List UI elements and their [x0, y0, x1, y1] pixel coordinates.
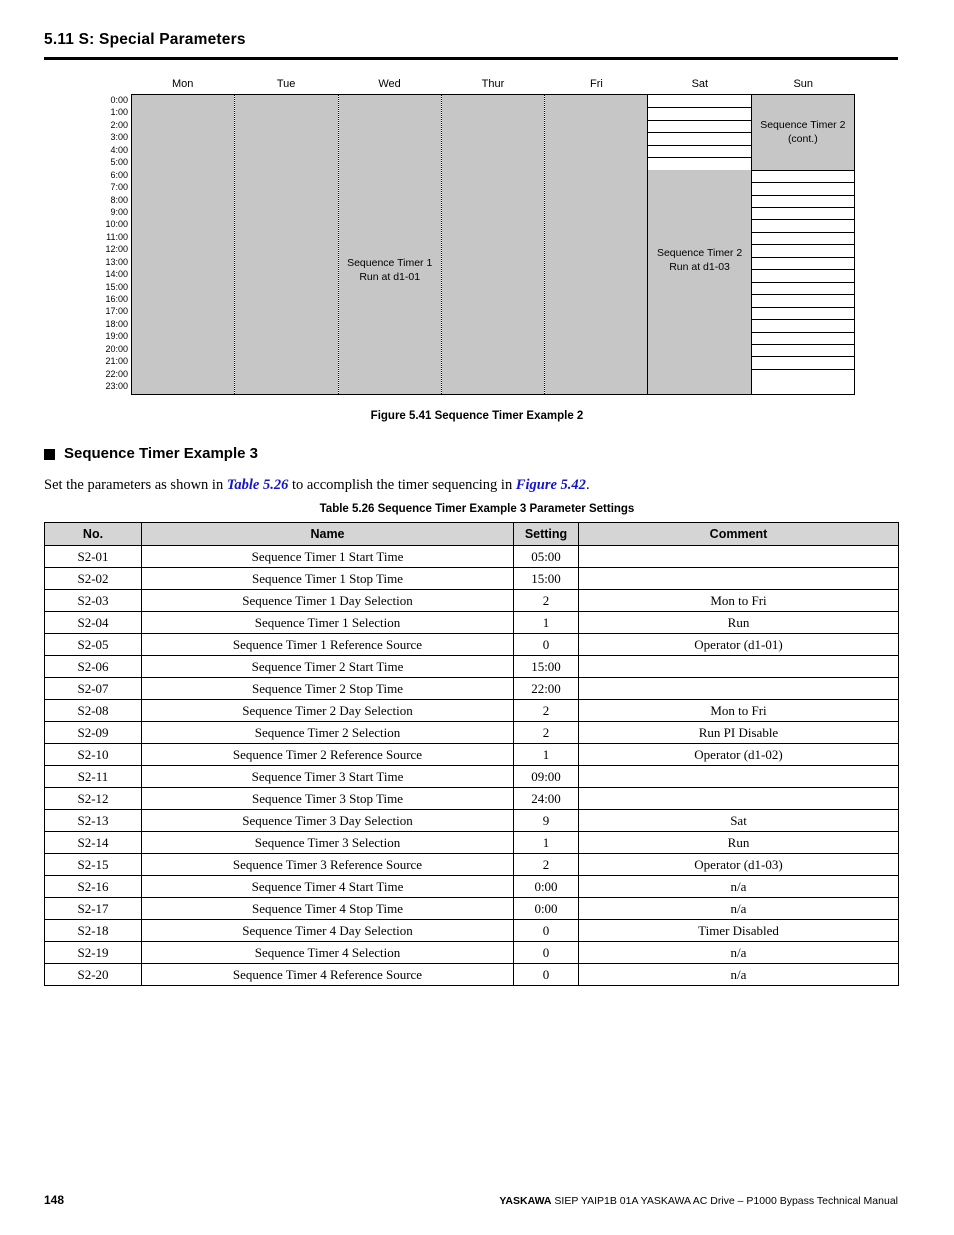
time-tick-22: 22:00 — [105, 368, 128, 379]
cell-no: S2-02 — [45, 568, 142, 590]
timer-block-thur-active — [442, 95, 544, 394]
table-row — [45, 788, 899, 810]
figure-caption: Figure 5.41 Sequence Timer Example 2 — [370, 410, 584, 422]
table-row — [45, 898, 899, 920]
cell-comment: Run — [579, 832, 899, 854]
subsection-paragraph — [44, 475, 904, 495]
sequence-timer-figure — [95, 74, 855, 395]
column-header-comment: Comment — [579, 523, 899, 546]
timer1-annotation-line2: Run at d1-01 — [359, 271, 421, 283]
figure-day-header-row — [95, 74, 855, 94]
cell-comment: Timer Disabled — [579, 920, 899, 942]
cell-setting: 1 — [514, 832, 579, 854]
time-tick-1: 1:00 — [110, 107, 128, 118]
timer-block-fri-active — [545, 95, 647, 394]
cell-comment — [579, 546, 899, 568]
parameter-settings-table — [44, 522, 899, 986]
time-tick-9: 9:00 — [110, 206, 128, 217]
table-row — [45, 722, 899, 744]
cell-no: S2-07 — [45, 678, 142, 700]
cell-no: S2-10 — [45, 744, 142, 766]
cell-comment — [579, 788, 899, 810]
day-header-mon: Mon — [172, 78, 194, 90]
timer-block-wed-active — [339, 95, 441, 394]
hour-rule — [752, 269, 854, 270]
table-row — [45, 634, 899, 656]
cell-comment: n/a — [579, 942, 899, 964]
paragraph-text-pre: Set the parameters as shown in — [44, 477, 227, 493]
hour-rule — [648, 132, 750, 133]
cell-no: S2-14 — [45, 832, 142, 854]
hour-rule — [648, 107, 750, 108]
table-row — [45, 612, 899, 634]
cell-comment: Mon to Fri — [579, 590, 899, 612]
figure-column-thur — [441, 95, 544, 394]
table-row — [45, 964, 899, 986]
time-tick-15: 15:00 — [105, 281, 128, 292]
footer-brand: YASKAWA — [499, 1195, 552, 1207]
paragraph-text-mid: to accomplish the timer sequencing in — [288, 477, 516, 493]
timer2-cont-annotation — [752, 118, 854, 146]
table-row — [45, 854, 899, 876]
time-tick-2: 2:00 — [110, 119, 128, 130]
column-header-setting: Setting — [514, 523, 579, 546]
table-row — [45, 678, 899, 700]
time-tick-18: 18:00 — [105, 318, 128, 329]
cell-name: Sequence Timer 3 Reference Source — [142, 854, 514, 876]
cell-setting: 2 — [514, 722, 579, 744]
cell-name: Sequence Timer 2 Selection — [142, 722, 514, 744]
figure-column-fri — [544, 95, 647, 394]
cell-name: Sequence Timer 4 Start Time — [142, 876, 514, 898]
cell-name: Sequence Timer 2 Day Selection — [142, 700, 514, 722]
cell-comment — [579, 766, 899, 788]
cell-name: Sequence Timer 1 Stop Time — [142, 568, 514, 590]
time-tick-23: 23:00 — [105, 381, 128, 392]
hour-rule — [752, 344, 854, 345]
time-tick-11: 11:00 — [106, 231, 128, 242]
cell-no: S2-15 — [45, 854, 142, 876]
time-tick-7: 7:00 — [110, 182, 128, 193]
table-row — [45, 744, 899, 766]
timer1-annotation-line1: Sequence Timer 1 — [347, 257, 433, 269]
hour-rule — [752, 369, 854, 370]
cell-comment: Operator (d1-01) — [579, 634, 899, 656]
timer-block-tue-active — [235, 95, 337, 394]
hour-rule — [752, 195, 854, 196]
cell-name: Sequence Timer 3 Selection — [142, 832, 514, 854]
time-tick-21: 21:00 — [105, 356, 128, 367]
hour-rule — [752, 207, 854, 208]
cell-name: Sequence Timer 3 Day Selection — [142, 810, 514, 832]
timer2-cont-annotation-line1: Sequence Timer 2 — [760, 119, 846, 131]
timer2-annotation — [648, 246, 750, 274]
cell-comment: Mon to Fri — [579, 700, 899, 722]
cell-no: S2-17 — [45, 898, 142, 920]
cell-no: S2-19 — [45, 942, 142, 964]
table-row — [45, 876, 899, 898]
section-rule-divider — [44, 57, 898, 60]
table-row — [45, 832, 899, 854]
cell-setting: 05:00 — [514, 546, 579, 568]
cell-name: Sequence Timer 3 Stop Time — [142, 788, 514, 810]
cross-reference-table-5-26[interactable]: Table 5.26 — [226, 477, 289, 493]
column-header-no: No. — [45, 523, 142, 546]
cell-no: S2-13 — [45, 810, 142, 832]
table-row — [45, 810, 899, 832]
paragraph-text-post: . — [585, 477, 590, 493]
column-header-name: Name — [142, 523, 514, 546]
hour-rule — [648, 157, 750, 158]
table-row — [45, 920, 899, 942]
cell-setting: 0:00 — [514, 898, 579, 920]
cell-setting: 0 — [514, 920, 579, 942]
day-header-fri: Fri — [589, 78, 603, 90]
cell-comment: Run PI Disable — [579, 722, 899, 744]
cell-name: Sequence Timer 4 Reference Source — [142, 964, 514, 986]
time-tick-8: 8:00 — [110, 194, 128, 205]
time-tick-10: 10:00 — [105, 219, 128, 230]
cell-no: S2-05 — [45, 634, 142, 656]
cell-no: S2-20 — [45, 964, 142, 986]
figure-grid-wrapper — [95, 94, 855, 395]
table-row — [45, 766, 899, 788]
cell-setting: 0:00 — [514, 876, 579, 898]
table-row — [45, 656, 899, 678]
footer-manual-title: SIEP YAIP1B 01A YASKAWA AC Drive – P1000 Bypass Technical Manual — [551, 1195, 898, 1207]
table-row — [45, 942, 899, 964]
figure-axis-spacer — [95, 74, 131, 94]
cell-comment: n/a — [579, 876, 899, 898]
table-row — [45, 546, 899, 568]
hour-rule — [752, 232, 854, 233]
cell-name: Sequence Timer 1 Reference Source — [142, 634, 514, 656]
cell-comment: n/a — [579, 898, 899, 920]
day-header-sun: Sun — [793, 78, 814, 90]
time-tick-16: 16:00 — [105, 294, 128, 304]
timer2-annotation-line2: Run at d1-03 — [669, 260, 730, 273]
cell-no: S2-04 — [45, 612, 142, 634]
day-header-wed: Wed — [378, 78, 401, 90]
cell-no: S2-11 — [45, 766, 142, 788]
cell-no: S2-06 — [45, 656, 142, 678]
hour-rule — [752, 356, 854, 357]
timer-block-sun-active — [752, 95, 854, 170]
cell-no: S2-08 — [45, 700, 142, 722]
cell-name: Sequence Timer 2 Reference Source — [142, 744, 514, 766]
hour-rule — [752, 319, 854, 320]
cell-setting: 2 — [514, 590, 579, 612]
time-tick-4: 4:00 — [110, 144, 128, 155]
cell-name: Sequence Timer 4 Day Selection — [142, 920, 514, 942]
time-tick-6: 6:00 — [110, 169, 128, 180]
cell-comment: Operator (d1-03) — [579, 854, 899, 876]
time-tick-17: 17:00 — [105, 306, 128, 317]
cell-name: Sequence Timer 2 Start Time — [142, 656, 514, 678]
day-header-thur: Thur — [481, 78, 505, 90]
timer-block-mon-active — [132, 95, 234, 394]
hour-rule — [752, 332, 854, 333]
timer2-cont-annotation-line2: (cont.) — [787, 133, 818, 145]
figure-time-axis — [95, 94, 131, 395]
subsection-heading-text: Sequence Timer Example 3 — [64, 445, 258, 462]
timer-block-sun-inactive — [752, 170, 854, 394]
hour-rule — [752, 244, 854, 245]
cell-no: S2-12 — [45, 788, 142, 810]
cell-comment — [579, 568, 899, 590]
hour-rule — [752, 307, 854, 308]
table-header-row — [45, 523, 899, 546]
cell-name: Sequence Timer 3 Start Time — [142, 766, 514, 788]
cell-setting: 09:00 — [514, 766, 579, 788]
table-row — [45, 568, 899, 590]
cell-no: S2-01 — [45, 546, 142, 568]
cell-setting: 0 — [514, 942, 579, 964]
cell-comment: Sat — [579, 810, 899, 832]
cell-setting: 22:00 — [514, 678, 579, 700]
cell-setting: 0 — [514, 964, 579, 986]
hour-rule — [752, 294, 854, 295]
figure-grid-body — [131, 94, 855, 395]
cell-comment: n/a — [579, 964, 899, 986]
hour-rule — [752, 257, 854, 258]
cell-no: S2-03 — [45, 590, 142, 612]
timer-block-sat-inactive — [648, 95, 750, 170]
cell-setting: 1 — [514, 744, 579, 766]
cell-no: S2-18 — [45, 920, 142, 942]
cell-comment: Operator (d1-02) — [579, 744, 899, 766]
cell-setting: 15:00 — [514, 568, 579, 590]
cell-no: S2-16 — [45, 876, 142, 898]
cell-comment — [579, 678, 899, 700]
figure-column-tue — [234, 95, 337, 394]
cell-setting: 15:00 — [514, 656, 579, 678]
cell-name: Sequence Timer 1 Start Time — [142, 546, 514, 568]
hour-rule — [648, 145, 750, 146]
cell-name: Sequence Timer 1 Day Selection — [142, 590, 514, 612]
time-tick-13: 13:00 — [105, 256, 128, 267]
bullet-square-icon — [44, 449, 55, 460]
timer-block-sat-active — [648, 170, 750, 394]
figure-column-sun — [751, 95, 854, 394]
time-tick-3: 3:00 — [110, 132, 128, 143]
hour-rule — [752, 282, 854, 283]
hour-rule — [752, 170, 854, 171]
figure-column-sat — [647, 95, 750, 394]
cell-setting: 0 — [514, 634, 579, 656]
figure-column-mon — [132, 95, 234, 394]
cell-setting: 1 — [514, 612, 579, 634]
hour-rule — [648, 120, 750, 121]
cross-reference-figure-5-42[interactable]: Figure 5.42 — [515, 477, 586, 493]
cell-name: Sequence Timer 1 Selection — [142, 612, 514, 634]
timer2-annotation-line1: Sequence Timer 2 — [656, 246, 743, 259]
time-tick-5: 5:00 — [110, 157, 128, 168]
time-tick-12: 12:00 — [105, 244, 128, 255]
cell-setting: 24:00 — [514, 788, 579, 810]
table-row — [45, 700, 899, 722]
cell-setting: 9 — [514, 810, 579, 832]
day-header-sat: Sat — [691, 78, 709, 90]
page-title: 5.11 S: Special Parameters — [44, 31, 246, 48]
cell-comment — [579, 656, 899, 678]
cell-name: Sequence Timer 4 Selection — [142, 942, 514, 964]
time-tick-14: 14:00 — [105, 269, 128, 280]
cell-comment: Run — [579, 612, 899, 634]
table-caption: Table 5.26 Sequence Timer Example 3 Parameter Settings — [319, 503, 635, 515]
cell-name: Sequence Timer 2 Stop Time — [142, 678, 514, 700]
footer-page-number: 148 — [44, 1193, 65, 1207]
figure-column-wed — [338, 95, 441, 394]
time-tick-0: 0:00 — [110, 95, 128, 105]
table-row — [45, 590, 899, 612]
cell-name: Sequence Timer 4 Stop Time — [142, 898, 514, 920]
subsection-heading — [44, 445, 258, 462]
hour-rule — [752, 182, 854, 183]
day-header-tue: Tue — [276, 78, 296, 90]
cell-setting: 2 — [514, 854, 579, 876]
cell-no: S2-09 — [45, 722, 142, 744]
time-tick-19: 19:00 — [105, 331, 128, 342]
hour-rule — [752, 219, 854, 220]
footer-manual-reference — [499, 1195, 898, 1207]
time-tick-20: 20:00 — [105, 343, 128, 354]
cell-setting: 2 — [514, 700, 579, 722]
